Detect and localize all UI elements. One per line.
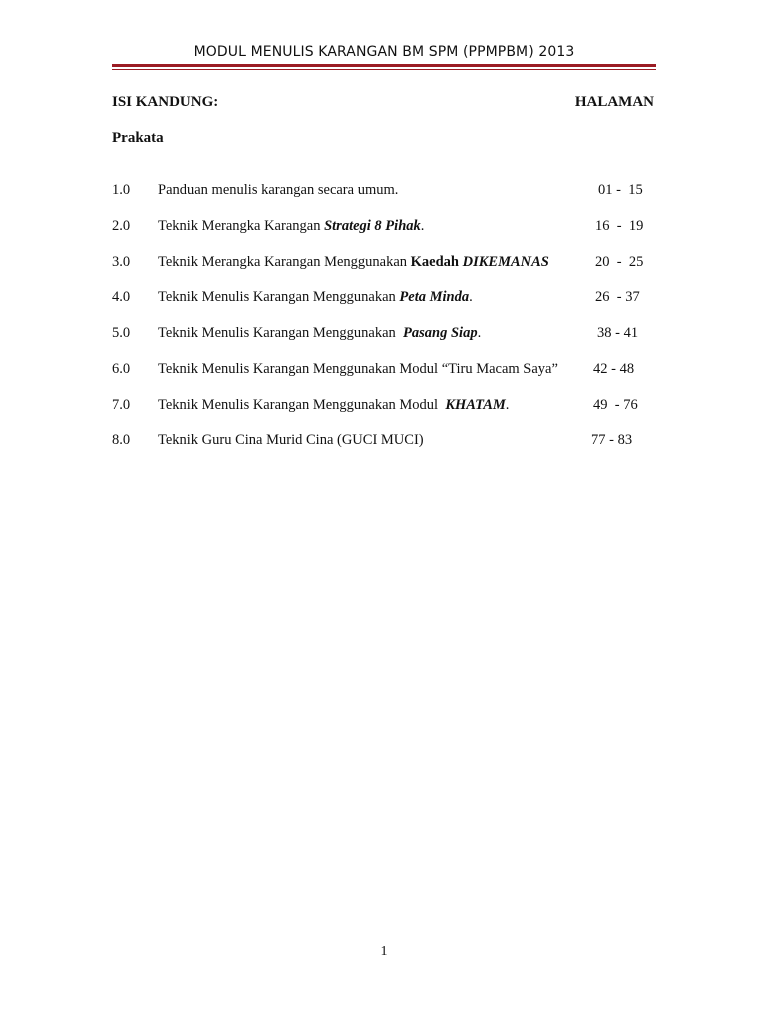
entry-pages: 16 - 19 — [595, 218, 644, 234]
entry-text — [158, 218, 424, 235]
entry-text-emphasis: DIKEMANAS — [462, 254, 549, 270]
entry-text-suffix: . — [420, 218, 425, 234]
toc-pages-heading: HALAMAN — [574, 94, 654, 110]
toc-heading: ISI KANDUNG: — [112, 94, 219, 110]
entry-text-emphasis: KHATAM — [445, 397, 506, 413]
toc-entry — [0, 397, 768, 417]
toc-entry — [0, 432, 768, 452]
entry-text-suffix: . — [469, 289, 473, 305]
toc-entry — [0, 218, 768, 238]
page-number: 1 — [380, 944, 388, 959]
toc-entry — [0, 254, 768, 274]
entry-text — [158, 289, 473, 306]
entry-number: 7.0 — [112, 397, 131, 413]
toc-entry — [0, 325, 768, 345]
entry-text-plain: Teknik Menulis Karangan Menggunakan — [158, 325, 404, 341]
toc-prakata: Prakata — [112, 130, 164, 146]
header-rule-thin — [112, 69, 656, 70]
header-rule-thick — [112, 64, 656, 67]
entry-pages: 26 - 37 — [595, 289, 640, 305]
entry-text-plain: Teknik Menulis Karangan Menggunakan — [158, 289, 400, 305]
entry-pages: 01 - 15 — [598, 182, 643, 198]
entry-text-suffix: . — [477, 325, 482, 341]
entry-number: 6.0 — [112, 361, 131, 377]
entry-pages: 20 - 25 — [595, 254, 644, 270]
entry-pages: 49 - 76 — [593, 397, 638, 413]
entry-pages: 42 - 48 — [593, 361, 635, 377]
entry-text: Teknik Menulis Karangan Menggunakan Modul “Tiru Macam Saya” — [158, 361, 558, 377]
entry-pages: 38 - 41 — [597, 325, 639, 341]
toc-entry — [0, 361, 768, 381]
entry-text-plain: Teknik Merangka Karangan — [158, 218, 325, 234]
entry-number: 3.0 — [112, 254, 131, 270]
entry-text — [158, 325, 481, 342]
entry-text-plain: Teknik Merangka Karangan Menggunakan — [158, 254, 411, 270]
entry-number: 8.0 — [112, 432, 131, 448]
entry-number: 2.0 — [112, 218, 131, 234]
toc-entry — [0, 182, 768, 202]
entry-pages: 77 - 83 — [591, 432, 633, 448]
entry-text: Teknik Guru Cina Murid Cina (GUCI MUCI) — [158, 432, 424, 448]
entry-text-suffix: . — [505, 397, 510, 413]
entry-text-emphasis: Peta Minda — [399, 289, 470, 305]
entry-text-plain: Teknik Menulis Karangan Menggunakan Modul — [158, 397, 446, 413]
toc-entry — [0, 289, 768, 309]
entry-number: 4.0 — [112, 289, 131, 305]
entry-text: Panduan menulis karangan secara umum. — [158, 182, 399, 198]
entry-text — [158, 254, 549, 271]
entry-text-emphasis: Strategi 8 Pihak — [324, 218, 421, 234]
entry-text — [158, 397, 509, 414]
entry-text-emphasis: Pasang Siap — [403, 325, 478, 341]
page-header: MODUL MENULIS KARANGAN BM SPM (PPMPBM) 2013 — [193, 44, 575, 60]
entry-number: 5.0 — [112, 325, 131, 341]
entry-number: 1.0 — [112, 182, 131, 198]
entry-text-bold: Kaedah — [410, 254, 463, 270]
